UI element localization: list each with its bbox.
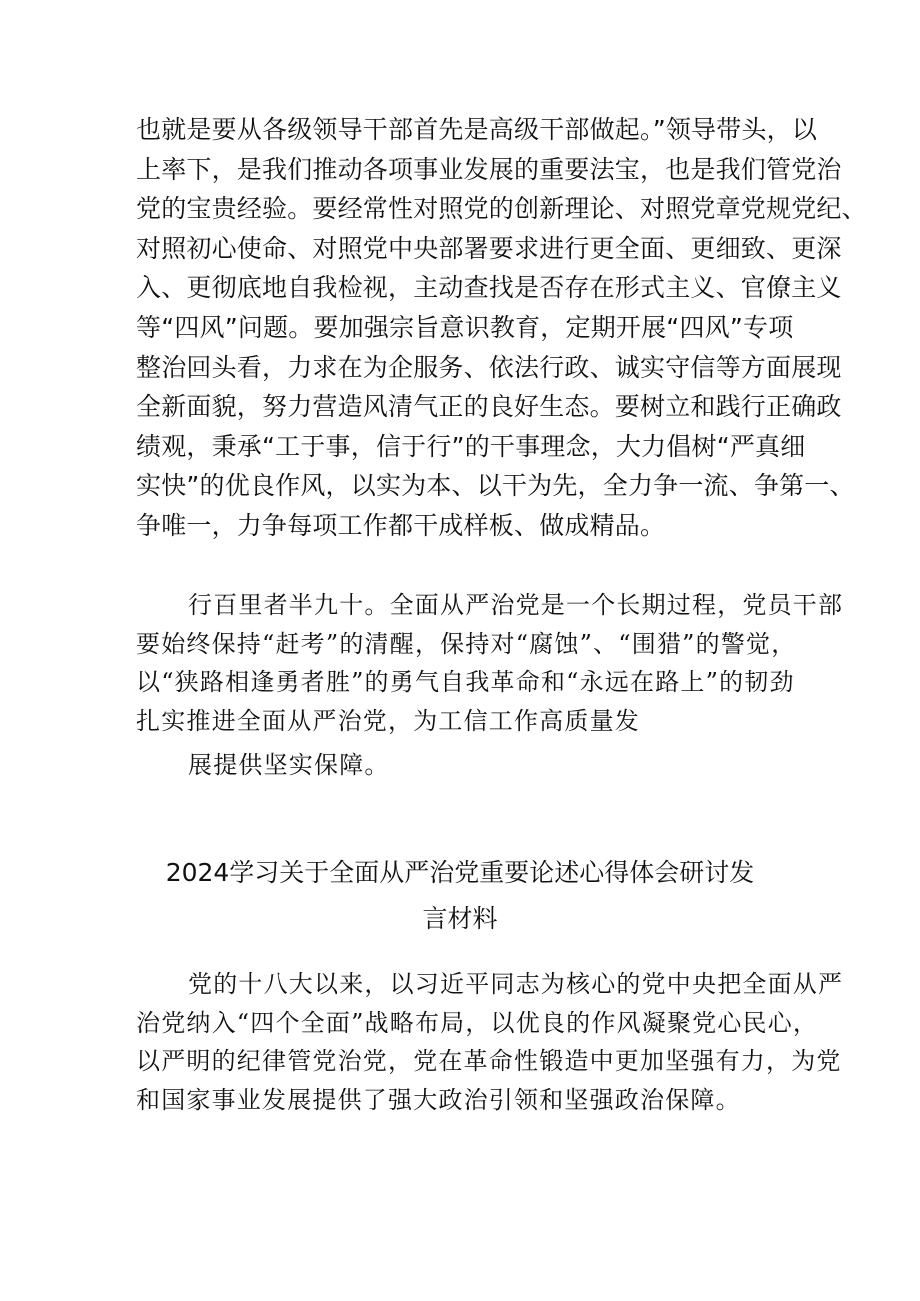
text-line: 和国家事业发展提供了强大政治引领和坚强政治保障。 <box>136 1085 741 1114</box>
text-line: 入、更彻底地自我检视，主动查找是否存在形式主义、官僚主义 <box>136 273 842 303</box>
text-line: 党的十八大以来，以习近平同志为核心的党中央把全面从严 <box>188 970 844 998</box>
text-line: 争唯一，力争每项工作都干成样板、做成精品。 <box>136 510 666 540</box>
title-line: 2024学习关于全面从严治党重要论述心得体会研讨发 <box>165 858 755 887</box>
text-line: 实快”的优良作风，以实为本、以干为先，全力争一流、争第一、 <box>136 471 855 501</box>
paragraph-eighteenth-congress <box>136 965 844 1119</box>
text-line: 扎实推进全面从严治党，为工信工作高质量发 <box>136 706 640 735</box>
text-line: 行百里者半九十。全面从严治党是一个长期过程，党员干部 <box>188 591 844 619</box>
text-line: 也就是要从各级领导干部首先是高级干部做起。”领导带头，以 <box>136 115 818 144</box>
title-line: 言材料 <box>422 904 498 933</box>
text-line: 绩观，秉承“工于事，信于行”的干事理念，大力倡树“严真细 <box>136 431 806 461</box>
text-line: 治党纳入“四个全面”战略布局，以优良的作风凝聚党心民心， <box>136 1008 819 1037</box>
text-line: 等“四风”问题。要加强宗旨意识教育，定期开展“四风”专项 <box>136 312 794 342</box>
text-line: 全新面貌，努力营造风清气正的良好生态。要树立和践行正确政 <box>136 392 842 422</box>
document-title <box>0 850 920 942</box>
text-line: 以“狭路相逢勇者胜”的勇气自我革命和“永远在路上”的韧劲 <box>136 668 795 696</box>
text-line: 对照初心使命、对照党中央部署要求进行更全面、更细致、更深 <box>136 233 842 263</box>
paragraph-long-process <box>136 586 844 785</box>
text-line: 以严明的纪律管党治党，党在革命性锻造中更加坚强有力，为党 <box>136 1047 842 1075</box>
text-line: 展提供坚实保障。 <box>188 751 390 779</box>
text-line: 上率下，是我们推动各项事业发展的重要法宝，也是我们管党治 <box>136 154 842 184</box>
paragraph-leadership <box>136 110 867 546</box>
text-line: 整治回头看，力求在为企服务、依法行政、诚实守信等方面展现 <box>136 352 842 382</box>
text-line: 要始终保持“赶考”的清醒，保持对“腐蚀”、“围猎”的警觉， <box>136 629 797 658</box>
text-line: 党的宝贵经验。要经常性对照党的创新理论、对照党章党规党纪、 <box>136 194 867 224</box>
